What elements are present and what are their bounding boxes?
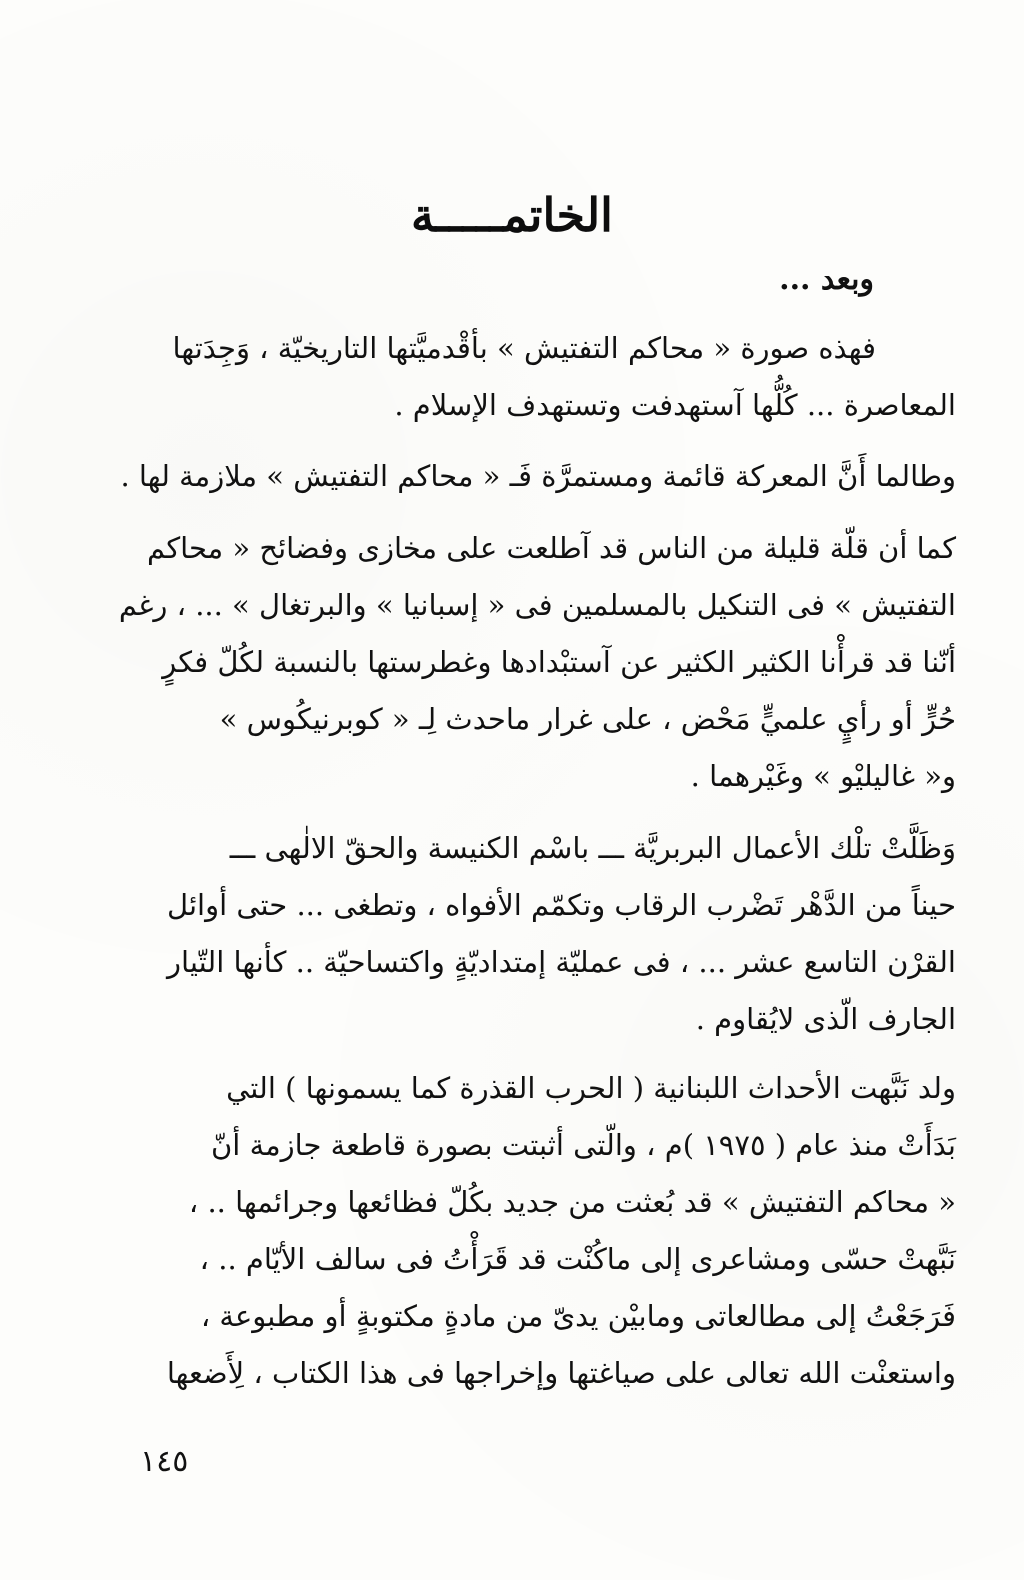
paragraph-4	[136, 820, 956, 1048]
text-line: القرْن التاسع عشر ... ، فى عمليّة إمتداديّةٍ واكتساحيّة .. كأنها التّيار	[167, 945, 956, 979]
text-line: وطالما أَنَّ المعركة قائمة ومستمرَّة فَـ « محاكم التفتيش » ملازمة لها .	[120, 459, 956, 493]
text-line: نَبَّهتْ حسّى ومشاعرى إلى ماكُنْت قد قَرَأْتُ فى سالف الأيّام .. ،	[199, 1242, 956, 1276]
text-line: حُرٍّ أو رأيٍ علميٍّ مَحْض ، على غرار ماحدث لِـ « كوبرنيكُوس »	[219, 702, 956, 736]
text-line: أنّنا قد قرأْنا الكثير الكثير عن آستبْدادها وغطرستها بالنسبة لكُلّ فكرٍ	[162, 645, 956, 679]
text-line: الجارف الّذى لايُقاوم .	[695, 1002, 956, 1036]
text-line: واستعنْت الله تعالى على صياغتها وإخراجها فى هذا الكتاب ، لِأَضعها	[166, 1356, 956, 1390]
text-line: بَدَأَتْ منذ عام ( ١٩٧٥ )م ، والّتى أثبتت بصورة قاطعة جازمة أنّ	[211, 1128, 956, 1162]
text-line: حيناً من الدَّهْر تَضْرب الرقاب وتكمّم الأفواه ، وتطغى ... حتى أوائل	[167, 888, 956, 922]
paragraph-3	[118, 520, 956, 805]
text-line: وَظَلَّتْ تلْك الأعمال البربريَّة ـــ باسْم الكنيسة والحقّ الالٰهى ـــ	[229, 831, 956, 865]
text-line: ولد نَبَّهت الأحداث اللبنانية ( الحرب القذرة كما يسمونها ) التي	[226, 1071, 956, 1105]
text-line: التفتيش » فى التنكيل بالمسلمين فى « إسبانيا » والبرتغال » ... ، رغم	[118, 588, 956, 622]
paragraph-2	[120, 448, 956, 505]
paragraph-1	[136, 320, 956, 434]
text-line: « محاكم التفتيش » قد بُعثت من جديد بكُلّ فظائعها وجرائمها .. ،	[188, 1185, 956, 1219]
text-line: فهذه صورة « محاكم التفتيش » بأقْدميَّتها التاريخيّة ، وَجِدَتها	[172, 331, 876, 365]
paragraph-5	[136, 1060, 956, 1402]
chapter-title: الخاتمـــــة	[411, 188, 613, 242]
text-line: فَرَجَعْتُ إلى مطالعاتى ومابيْن يدىّ من مادةٍ مكتوبةٍ أو مطبوعة ،	[200, 1299, 956, 1333]
text-line: كما أن قلّة قليلة من الناس قد آطلعت على مخازى وفضائح « محاكم	[147, 531, 956, 565]
text-line: و« غاليليْو » وغَيْرهما .	[690, 759, 956, 793]
opening-phrase: وبعد ...	[779, 262, 874, 297]
text-line: المعاصرة ... كُلُّها آستهدفت وتستهدف الإسلام .	[394, 388, 956, 422]
page-number: ١٤٥	[140, 1444, 189, 1479]
